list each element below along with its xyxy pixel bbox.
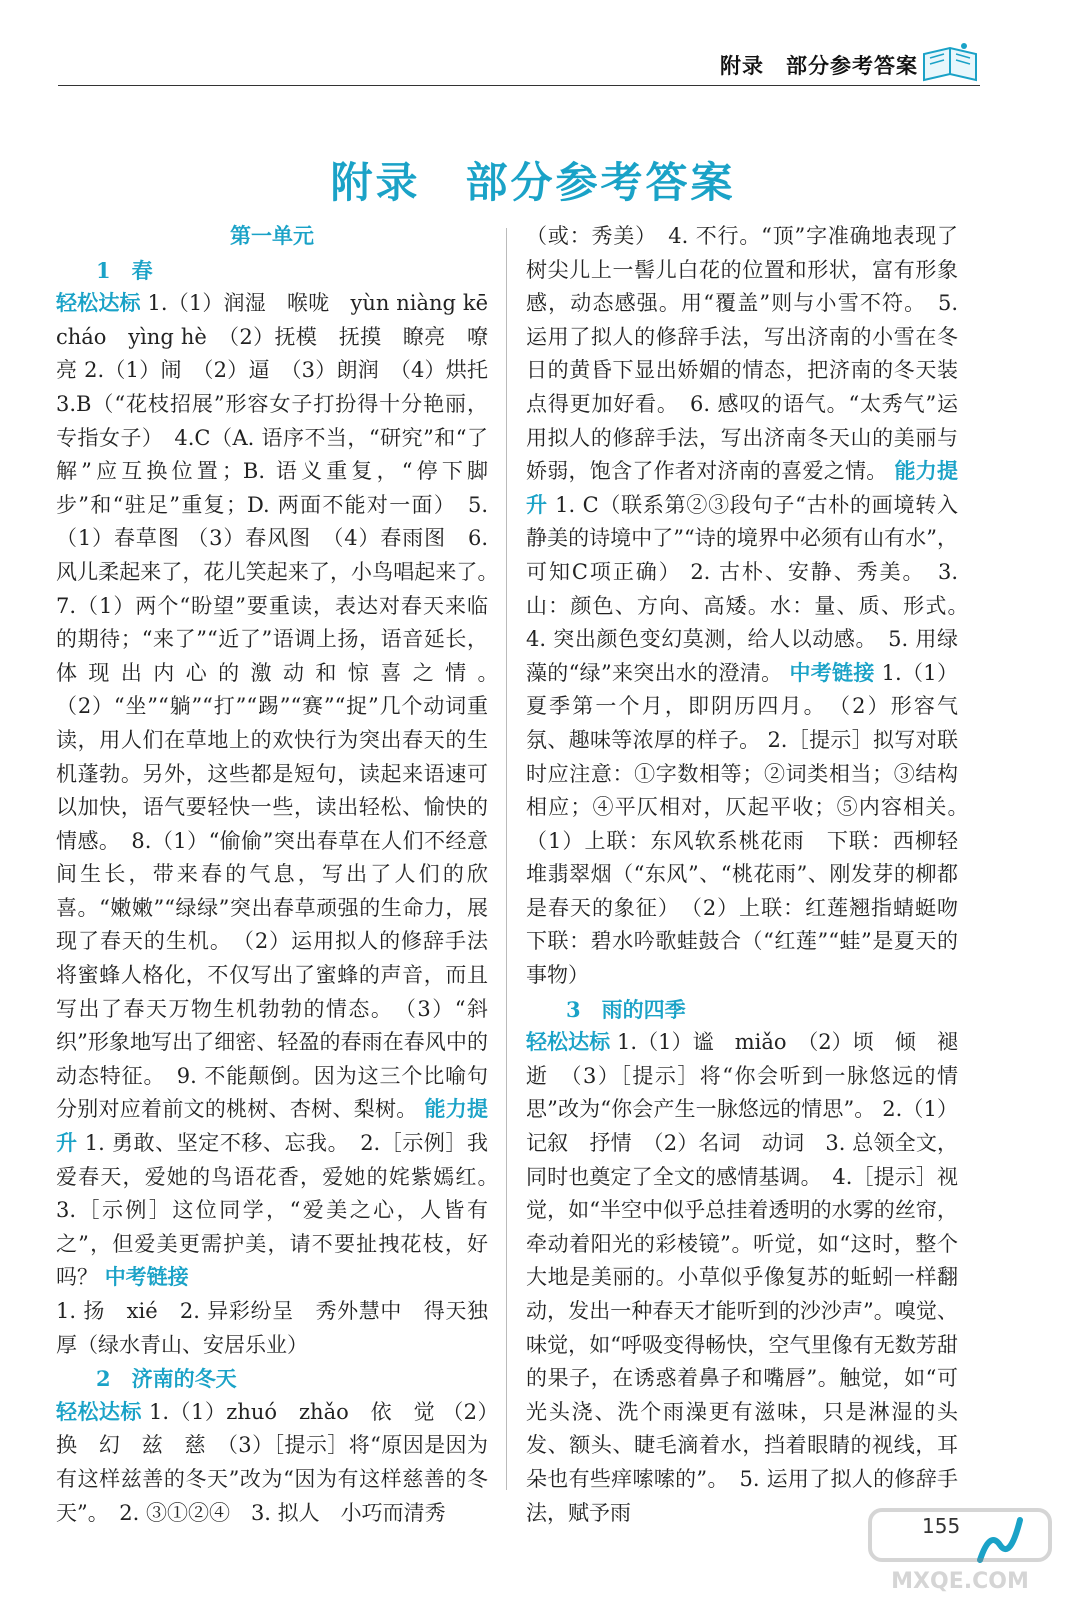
answer-text: （或：秀美） 4. 不行。“顶”字准确地表现了树尖儿上一髻儿白花的位置和形状，富有形象感，动态感强。用“覆盖”则与小雪不符。 5. 运用了拟人的修辞手法，写出济南的小雪在冬日的黄昏下显出娇媚的情态，把济南的冬天装点得更加好看。 6. 感叹的语气。“太秀气”运用拟人的修辞手法，写出济南冬天山的美丽与娇弱，饱含了作者对济南的喜爱之情。	[526, 224, 958, 484]
page-title: 附录 部分参考答案	[330, 158, 736, 207]
lesson-2-answers-continued	[526, 220, 979, 993]
lesson-1-answers-basic	[56, 287, 509, 1295]
section-tag-exam: 中考链接	[789, 660, 875, 685]
running-header: 附录 部分参考答案	[720, 54, 918, 78]
section-tag-basic: 轻松达标	[526, 1030, 611, 1055]
answer-text: 1.（1）润湿 喉咙 yùn niàng kē cháo yìng hè （2）抚模 抚摸 瞭亮 嘹亮 2.（1）闹 （2）逼 （3）朗润 （4）烘托 3.B（“花枝招展”形容女子打扮得十分艳丽，专指女子） 4.C（A. 语序不当，“研究”和“了解”应互换位置；B. 语义重复，“停下脚步”和“驻足”重复；D. 两面不能对一面） 5.（1）春草图 （3）春风图 （4）春雨图 6. 风儿柔起来了，花儿笑起来了，小鸟唱起来了。 7.（1）两个“盼望”要重读，表达对春天来临的期待；“来了”“近了”语调上扬，语音延长，体现出内心的激动和惊喜之情。 （2）“坐”“躺”“打”“踢”“赛”“捉”几个动词重读，用人们在草地上的欢快行为突出春天的生机蓬勃。另外，这些都是短句，读起来语速可以加快，语气要轻快一些，读出轻松、愉快的情感。 8.（1）“偷偷”突出春草在人们不经意间生长，带来春的气息，写出了人们的欣喜。“嫩嫩”“绿绿”突出春草顽强的生命力，展现了春天的生机。 （2）运用拟人的修辞手法将蜜蜂人格化，不仅写出了蜜蜂的声音，而且写出了春天万物生机勃勃的情态。 （3）“斜织”形象地写出了细密、轻盈的春雨在春风中的动态特征。 9. 不能颠倒。因为这三个比喻句分别对应着前文的桃树、杏树、梨树。	[56, 291, 509, 1122]
unit-title: 第一单元	[230, 224, 314, 248]
left-column	[56, 220, 509, 1530]
lesson-1-title: 1 春	[96, 257, 153, 283]
answer-text: 1. 勇敢、坚定不移、忘我。 2.［示例］我爱春天，爱她的鸟语花香，爱她的姹紫嫣红。 3.［示例］这位同学，“爱美之心，人皆有之”，但爱美更需护美，请不要扯拽花枝，好吗？	[56, 1131, 509, 1290]
watermark-logo	[860, 1500, 1060, 1596]
header-rule	[58, 85, 980, 86]
section-tag-basic: 轻松达标	[56, 291, 141, 316]
section-tag-basic: 轻松达标	[56, 1399, 142, 1424]
lesson-2-title: 2 济南的冬天	[96, 1366, 237, 1392]
lesson-3-answers-basic	[526, 1026, 979, 1530]
answer-text: 1.（1）夏季第一个月，即阴历四月。 （2）形容气氛、趣味等浓厚的样子。 2.［提示］拟写对联时应注意：①字数相等；②词类相当；③结构相应；④平仄相对，仄起平收；⑤内容相关。 （1）上联：东风软系桃花雨 下联：西柳轻堆翡翠烟（“东风”、“桃花雨”、刚发芽的柳都是春天的象征） （2）上联：红莲翘指蜻蜓吻 下联：碧水吟歌蛙鼓合（“红莲”“蛙”是夏天的事物）	[526, 660, 979, 988]
lesson-1-exam-answers: 1. 扬 xié 2. 异彩纷呈 秀外慧中 得天独厚（绿水青山、安居乐业）	[56, 1299, 488, 1357]
page-number: 155	[922, 1514, 961, 1538]
section-tag-advanced: 能力提升	[56, 1097, 488, 1156]
answer-text: 1. C（联系第②③段句子“古朴的画境转入静美的诗境中了”“诗的境界中必须有山有水”，可知C项正确） 2. 古朴、安静、秀美。 3. 山：颜色、方向、高矮。水：量、质、形式。 4. 突出颜色变幻莫测，给人以动感。 5. 用绿藻的“绿”来突出水的澄清。	[526, 492, 979, 685]
lesson-2-answers-basic	[56, 1396, 488, 1530]
answer-text: 1.（1）zhuó zhǎo 依 觉 （2）换 幻 兹 慈 （3）［提示］将“原因是因为有这样兹善的冬天”改为“因为有这样慈善的冬天”。 2. ③①②④ 3. 拟人 小巧而清秀	[56, 1399, 489, 1525]
svg-text:MXQE.COM: MXQE.COM	[891, 1569, 1029, 1594]
right-column	[526, 220, 979, 1530]
open-book-icon	[920, 40, 980, 88]
section-tag-exam: 中考链接	[104, 1265, 189, 1290]
answer-text: 1.（1）谧 miǎo （2）顷 倾 褪 逝 （3）［提示］将“你会听到一脉悠远的情思”改为“你会产生一脉悠远的情思”。 2.（1）记叙 抒情 （2）名词 动词 3. 总领全文，同时也奠定了全文的感情基调。 4.［提示］视觉，如“半空中似乎总挂着透明的水雾的丝帘，牵动着阳光的彩棱镜”。听觉，如“这时，整个大地是美丽的。小草似乎像复苏的蚯蚓一样翻动，发出一种春天才能听到的沙沙声”。嗅觉、味觉，如“呼吸变得畅快，空气里像有无数芳甜的果子，在诱惑着鼻子和嘴唇”。触觉，如“可光头浇、洗个雨澡更有滋味，只是淋湿的头发、额头、睫毛滴着水，挡着眼睛的视线，耳朵也有些痒嗦嗦的”。 5. 运用了拟人的修辞手法，赋予雨	[526, 1030, 979, 1525]
column-divider	[506, 228, 507, 1490]
lesson-3-title: 3 雨的四季	[566, 996, 686, 1022]
section-tag-advanced: 能力提升	[526, 459, 958, 517]
